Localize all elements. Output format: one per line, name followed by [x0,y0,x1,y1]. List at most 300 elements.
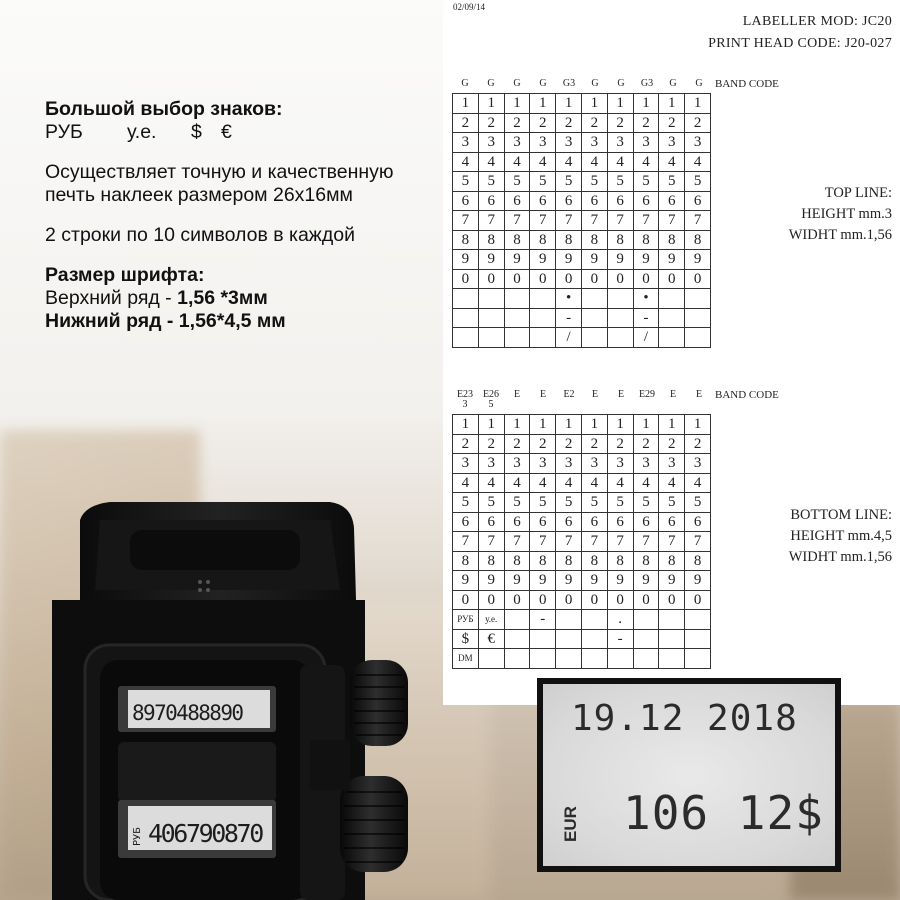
grid-cell: 1 [607,415,633,435]
top-band-code-label: BAND CODE [715,78,779,90]
band-code: E26 5 [482,389,500,410]
grid-cell: 1 [530,94,556,114]
grid-cell: 1 [581,415,607,435]
grid-cell: 9 [607,571,633,591]
grid-cell: 5 [685,172,711,192]
band-code: G [487,78,495,89]
grid-cell: 2 [504,434,530,454]
grid-cell: 7 [556,211,582,231]
grid-cell: 4 [530,473,556,493]
grid-cell: . [607,610,633,630]
grid-cell: 5 [659,493,685,513]
grid-cell: 5 [581,172,607,192]
grid-cell: 8 [478,230,504,250]
grid-cell [685,610,711,630]
grid-row [453,250,711,270]
grid-cell: 0 [478,269,504,289]
grid-cell: 9 [659,250,685,270]
line-spec-text: HEIGHT mm.3 [801,206,892,222]
grid-cell: 9 [478,250,504,270]
band-code: G3 [640,78,654,89]
grid-row [453,610,711,630]
grid-cell: 8 [453,230,479,250]
grid-row [453,551,711,571]
bottom-knob-icon [340,776,408,872]
grid-row [453,434,711,454]
grid-cell: 8 [530,551,556,571]
grid-cell: 6 [607,191,633,211]
grid-cell: 8 [453,551,479,571]
grid-row [453,473,711,493]
grid-cell: 5 [530,493,556,513]
grid-cell [530,629,556,649]
grid-cell: 3 [556,133,582,153]
grid-cell: 7 [530,211,556,231]
grid-cell [659,328,685,348]
upper-row-label: Верхний ряд - [45,287,178,309]
grid-cell [478,289,504,309]
grid-cell: 9 [607,250,633,270]
grid-cell: 9 [453,250,479,270]
bottom-band-grid [452,414,711,669]
grid-cell: • [556,289,582,309]
grid-cell: 4 [556,473,582,493]
band-code: E [617,389,625,400]
grid-cell: 9 [633,571,659,591]
grid-cell: 1 [633,94,659,114]
grid-cell [453,308,479,328]
grid-cell: 3 [581,133,607,153]
grid-cell: 5 [633,493,659,513]
grid-cell [659,308,685,328]
label-currency: EUR [561,806,580,842]
grid-cell: 7 [607,211,633,231]
grid-cell: 5 [633,172,659,192]
grid-cell: 3 [685,133,711,153]
grid-cell [607,328,633,348]
grid-cell [659,289,685,309]
font-size-block [45,264,435,333]
grid-cell: 1 [504,415,530,435]
grid-row [453,172,711,192]
grid-row [453,493,711,513]
grid-cell: 1 [556,94,582,114]
grid-cell: 7 [659,532,685,552]
label-price-line: 106 12$ [623,786,824,840]
device-knob-axle [310,740,350,790]
grid-row [453,415,711,435]
grid-cell: 7 [685,211,711,231]
grid-row [453,113,711,133]
grid-row [453,191,711,211]
upper-row-value: 1,56 *3мм [177,287,268,309]
grid-cell: 0 [453,590,479,610]
grid-cell: / [556,328,582,348]
grid-cell: 3 [478,454,504,474]
grid-cell: 4 [685,473,711,493]
device-top-slot [130,530,300,570]
grid-cell: 8 [556,230,582,250]
lower-row-size: Нижний ряд - 1,56*4,5 мм [45,310,286,332]
grid-cell [478,308,504,328]
grid-cell: 6 [633,191,659,211]
grid-cell: 1 [659,415,685,435]
grid-cell: у.е. [478,610,504,630]
band-code: E [539,389,547,400]
grid-cell: 2 [581,434,607,454]
grid-cell: 8 [685,230,711,250]
grid-row [453,133,711,153]
grid-cell: 3 [504,454,530,474]
grid-cell: 4 [581,473,607,493]
grid-cell: 5 [581,493,607,513]
grid-cell [685,629,711,649]
signs-title: Большой выбор знаков: [45,98,283,120]
grid-cell [504,629,530,649]
grid-cell [453,289,479,309]
top-band-grid [452,93,711,348]
grid-cell: 6 [453,191,479,211]
line-spec-text: TOP LINE: [824,185,892,201]
grid-cell [478,649,504,669]
grid-cell: 0 [453,269,479,289]
grid-cell: 2 [633,434,659,454]
grid-cell: 7 [581,532,607,552]
band-code: E [513,389,521,400]
grid-row [453,211,711,231]
grid-cell: 1 [530,415,556,435]
grid-cell: 0 [685,590,711,610]
device-screw [198,580,202,584]
grid-cell: 6 [556,191,582,211]
grid-cell: 8 [504,551,530,571]
grid-cell: 9 [685,571,711,591]
grid-cell [581,289,607,309]
grid-cell: 2 [659,113,685,133]
grid-cell: 5 [504,493,530,513]
grid-cell [581,328,607,348]
grid-cell: - [633,308,659,328]
grid-cell: 2 [478,113,504,133]
grid-cell: 2 [530,113,556,133]
grid-cell: 2 [453,434,479,454]
grid-cell: 6 [530,191,556,211]
grid-cell: 1 [659,94,685,114]
grid-cell: 1 [685,94,711,114]
grid-cell [581,308,607,328]
grid-cell: 0 [581,590,607,610]
grid-cell [581,610,607,630]
grid-cell: 5 [685,493,711,513]
grid-cell: 0 [530,590,556,610]
grid-cell: 1 [478,94,504,114]
grid-cell: 2 [633,113,659,133]
grid-cell: 6 [556,512,582,532]
grid-cell: 5 [453,172,479,192]
band-code: G [591,78,599,89]
grid-cell: 2 [504,113,530,133]
grid-cell: 9 [453,571,479,591]
grid-cell: 6 [685,191,711,211]
grid-cell: 5 [478,493,504,513]
bottom-band-digits: 406790870 [148,819,262,848]
grid-row [453,454,711,474]
sign-ye: у.е. [127,121,157,143]
grid-cell [478,328,504,348]
grid-cell: 1 [633,415,659,435]
sign-dollar: $ [191,121,202,143]
grid-cell: 0 [504,269,530,289]
grid-cell: 2 [659,434,685,454]
grid-cell: 7 [478,532,504,552]
grid-cell: 9 [556,571,582,591]
grid-cell: 4 [685,152,711,172]
grid-cell: 3 [607,133,633,153]
grid-row [453,289,711,309]
grid-cell: 4 [633,152,659,172]
grid-cell: 8 [478,551,504,571]
grid-row [453,649,711,669]
font-size-title: Размер шрифта: [45,264,205,286]
grid-cell: 6 [581,191,607,211]
grid-cell: 4 [659,473,685,493]
grid-cell: 8 [633,551,659,571]
grid-cell: 0 [659,269,685,289]
grid-cell: 6 [685,512,711,532]
band-code: G [695,78,703,89]
grid-cell: 4 [504,473,530,493]
grid-cell: 5 [607,493,633,513]
grid-cell: 2 [453,113,479,133]
grid-cell: 0 [504,590,530,610]
sign-rub: РУБ [45,121,83,143]
band-code: G [513,78,521,89]
grid-cell: - [556,308,582,328]
band-code: E [591,389,599,400]
grid-cell: 8 [607,551,633,571]
grid-cell [633,610,659,630]
grid-cell: 0 [607,590,633,610]
band-code: E [669,389,677,400]
grid-cell: 9 [581,250,607,270]
grid-cell: 2 [530,434,556,454]
grid-cell: 8 [581,230,607,250]
band-code: E2 [563,389,575,400]
grid-cell [659,610,685,630]
label-date-line: 19.12 2018 [571,698,798,739]
grid-cell: 1 [556,415,582,435]
grid-cell [685,649,711,669]
grid-cell: 7 [659,211,685,231]
grid-cell: 4 [659,152,685,172]
grid-cell [581,629,607,649]
grid-cell: 8 [581,551,607,571]
grid-cell: 5 [530,172,556,192]
grid-cell: 9 [530,571,556,591]
grid-cell [633,629,659,649]
grid-cell: 7 [504,211,530,231]
grid-cell: 0 [581,269,607,289]
product-info [45,98,435,350]
grid-cell: 7 [633,211,659,231]
line-spec-text: WIDHT mm.1,56 [788,227,892,243]
signs-block [45,98,435,144]
grid-row [453,269,711,289]
grid-row [453,230,711,250]
lines-description: 2 строки по 10 символов в каждой [45,224,355,246]
grid-cell: 1 [607,94,633,114]
grid-cell: 7 [581,211,607,231]
grid-cell: 6 [633,512,659,532]
line-spec-text: BOTTOM LINE: [790,507,892,523]
grid-cell: 4 [478,152,504,172]
band-code: G [461,78,469,89]
grid-cell: 9 [504,571,530,591]
grid-cell: 9 [633,250,659,270]
grid-cell [504,610,530,630]
grid-cell: 6 [504,191,530,211]
grid-cell: 3 [685,454,711,474]
grid-cell: 0 [556,269,582,289]
grid-cell: 4 [453,473,479,493]
grid-cell: 8 [633,230,659,250]
grid-cell: 3 [478,133,504,153]
grid-cell: 5 [556,493,582,513]
grid-cell: 1 [453,94,479,114]
bottom-band-codes [452,390,712,410]
grid-cell: 5 [478,172,504,192]
grid-cell: 6 [530,512,556,532]
grid-row [453,590,711,610]
grid-cell: РУБ [453,610,479,630]
print-description: Осуществляет точную и качественную печть наклеек размером 26х16мм [45,161,394,206]
grid-cell: 2 [478,434,504,454]
grid-cell: 7 [530,532,556,552]
grid-cell: 9 [478,571,504,591]
grid-cell: 0 [633,590,659,610]
grid-row [453,328,711,348]
grid-cell: 6 [453,512,479,532]
spec-sheet [443,0,900,705]
sign-euro: € [221,121,232,143]
grid-cell: 3 [633,454,659,474]
grid-cell: 3 [453,454,479,474]
grid-cell [504,308,530,328]
grid-cell [530,308,556,328]
grid-cell: / [633,328,659,348]
grid-cell: 9 [659,571,685,591]
grid-cell: 0 [659,590,685,610]
grid-cell [607,289,633,309]
grid-cell [685,328,711,348]
grid-cell: 6 [478,191,504,211]
grid-cell: 3 [633,133,659,153]
grid-cell: 9 [556,250,582,270]
grid-cell: 2 [607,113,633,133]
grid-cell: 7 [607,532,633,552]
grid-cell: 2 [607,434,633,454]
band-code: G [617,78,625,89]
grid-cell [685,289,711,309]
grid-cell: 0 [633,269,659,289]
grid-cell [633,649,659,669]
grid-cell: 4 [581,152,607,172]
grid-cell: 0 [685,269,711,289]
grid-cell: 3 [504,133,530,153]
grid-cell: 2 [556,434,582,454]
top-band-codes [452,79,712,89]
grid-cell: 3 [659,454,685,474]
grid-cell: 1 [581,94,607,114]
grid-cell: 3 [607,454,633,474]
grid-row [453,152,711,172]
grid-cell: 1 [504,94,530,114]
grid-cell: 5 [453,493,479,513]
grid-cell: 3 [659,133,685,153]
grid-cell: 7 [685,532,711,552]
grid-cell: 6 [478,512,504,532]
grid-cell: - [530,610,556,630]
grid-cell [556,629,582,649]
grid-row [453,532,711,552]
grid-cell: 0 [556,590,582,610]
grid-cell: 1 [685,415,711,435]
grid-cell: 9 [581,571,607,591]
grid-cell: $ [453,629,479,649]
grid-cell: 9 [530,250,556,270]
band-code: G [539,78,547,89]
grid-cell: 5 [607,172,633,192]
grid-cell [504,649,530,669]
grid-cell: 2 [685,434,711,454]
grid-cell: 8 [504,230,530,250]
grid-cell: 7 [453,211,479,231]
grid-cell: 8 [685,551,711,571]
grid-cell: 4 [504,152,530,172]
grid-cell: 5 [556,172,582,192]
grid-cell: 8 [556,551,582,571]
printed-label-sample [537,678,841,872]
grid-cell [556,649,582,669]
grid-cell: 6 [659,512,685,532]
grid-cell: 0 [607,269,633,289]
bottom-line-spec [789,505,892,568]
grid-cell [530,289,556,309]
grid-cell: 5 [659,172,685,192]
grid-cell [530,328,556,348]
label-paper [543,684,835,866]
top-band-digits: 8970488890 [132,701,243,725]
grid-cell: 4 [556,152,582,172]
grid-cell [453,328,479,348]
bottom-band-prefix: РУБ [132,827,143,846]
grid-cell: 5 [504,172,530,192]
grid-cell: 4 [530,152,556,172]
grid-cell: 6 [581,512,607,532]
grid-cell [659,629,685,649]
top-knob-icon [350,660,408,746]
grid-cell: 7 [633,532,659,552]
grid-cell: 6 [504,512,530,532]
grid-cell: 7 [478,211,504,231]
grid-cell: 4 [607,473,633,493]
grid-cell [556,610,582,630]
grid-cell: € [478,629,504,649]
device-middle-roller [118,742,276,802]
grid-cell: 1 [478,415,504,435]
grid-cell: 9 [685,250,711,270]
grid-cell: 8 [659,230,685,250]
